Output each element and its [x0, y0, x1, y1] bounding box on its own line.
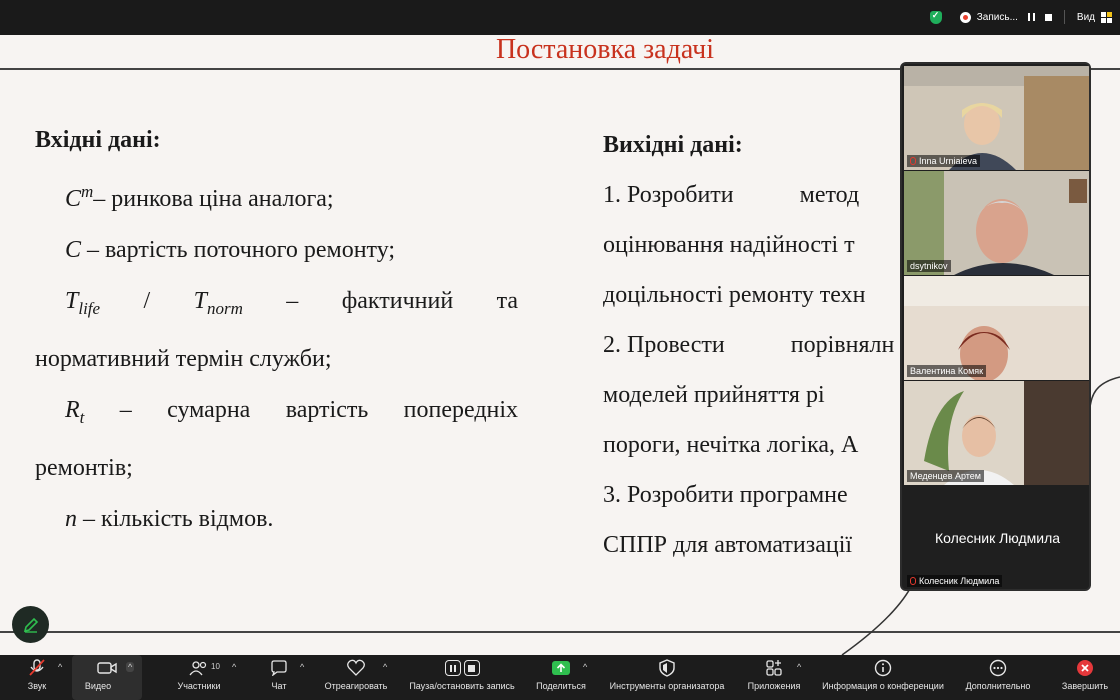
output-data-heading: Вихідні дані:: [603, 132, 743, 158]
participant-name-label: Колесник Людмила: [907, 575, 1002, 587]
participant-name-label: Inna Urniaieva: [907, 155, 980, 167]
participant-display-name: Колесник Людмила: [934, 530, 1061, 546]
view-grid-icon[interactable]: [1101, 12, 1112, 23]
muted-mic-icon: [910, 157, 916, 165]
react-button[interactable]: Отреагировать: [318, 655, 394, 700]
info-icon: [874, 659, 892, 677]
video-options-chevron-icon[interactable]: ^: [128, 662, 133, 672]
output-line-7: 3. Розробити програмне: [603, 482, 848, 508]
more-button[interactable]: Дополнительно: [962, 655, 1034, 700]
share-screen-button[interactable]: Поделиться: [532, 655, 590, 700]
host-tools-button[interactable]: Инструменты организатора: [602, 655, 732, 700]
security-shield-icon[interactable]: [930, 11, 942, 24]
output-line-8: СППР для автоматизації: [603, 532, 853, 558]
participant-tile[interactable]: [904, 66, 1091, 170]
heart-icon: [346, 659, 366, 677]
participant-tile-active-speaker[interactable]: [904, 381, 1091, 485]
input-line-total-cost-cont: ремонтів;: [35, 454, 133, 481]
participants-count: 10: [211, 662, 220, 671]
pencil-icon: [22, 616, 40, 634]
shield-icon: [659, 659, 675, 677]
output-line-3: доцільності ремонту техн: [603, 282, 866, 308]
apps-button[interactable]: Приложения: [742, 655, 806, 700]
divider: [1064, 10, 1065, 24]
end-meeting-icon: [1076, 659, 1094, 677]
react-options-chevron-icon[interactable]: ^: [383, 662, 388, 672]
apps-options-chevron-icon[interactable]: ^: [797, 662, 802, 672]
video-gallery[interactable]: [900, 62, 1091, 591]
output-line-5: моделей прийняття рі: [603, 382, 825, 408]
chat-icon: [270, 660, 288, 676]
top-bar-right: [930, 10, 1112, 24]
pause-recording-icon[interactable]: [1028, 13, 1035, 21]
output-line-6: пороги, нечітка логіка, А: [603, 432, 859, 458]
input-line-total-cost: $R_t$ – сумарна вартість попередніх: [65, 396, 519, 427]
more-icon: [989, 659, 1007, 677]
input-data-column: [35, 115, 518, 545]
pause-icon: [445, 660, 461, 676]
participant-tile[interactable]: [904, 276, 1091, 380]
participant-tile[interactable]: [904, 171, 1091, 275]
video-button[interactable]: Видео: [72, 655, 142, 700]
stop-icon: [464, 660, 480, 676]
output-line-1: 1. Розробити метод: [603, 182, 860, 208]
participants-options-chevron-icon[interactable]: ^: [232, 662, 237, 672]
chat-options-chevron-icon[interactable]: ^: [300, 662, 305, 672]
audio-options-chevron-icon[interactable]: ^: [58, 662, 63, 672]
participant-tile[interactable]: [904, 486, 1091, 590]
participants-button[interactable]: Участники: [170, 655, 228, 700]
participant-name-label: Меденцев Артем: [907, 470, 984, 482]
annotate-pencil-button[interactable]: [12, 606, 49, 643]
pause-stop-recording-button[interactable]: Пауза/остановить запись: [402, 655, 522, 700]
participants-icon: [189, 660, 209, 676]
meeting-toolbar: [0, 655, 1120, 700]
input-data-heading: Вхідні дані:: [35, 127, 161, 153]
participant-name-label: dsytnikov: [907, 260, 951, 272]
input-line-repair-cost: C – вартість поточного ремонту;: [65, 237, 396, 263]
output-line-2: оцінювання надійності т: [603, 232, 855, 258]
stop-recording-icon[interactable]: [1045, 14, 1052, 21]
end-meeting-button[interactable]: Завершить: [1058, 655, 1112, 700]
audio-button[interactable]: Звук: [18, 655, 56, 700]
input-line-market-price: $C^m-$ ринкова ціна аналога;: [65, 182, 334, 212]
chat-button[interactable]: Чат: [262, 655, 296, 700]
slide-title: Постановка задачі: [495, 35, 715, 65]
input-line-failures: n – кількість відмов.: [65, 505, 274, 532]
muted-mic-icon: [910, 577, 916, 585]
apps-icon: [765, 659, 783, 677]
mic-muted-icon: [28, 658, 46, 678]
share-screen-icon: [551, 660, 571, 676]
input-line-service-life: $T_{life} / T_{norm}$ – фактичний та: [65, 288, 519, 318]
meeting-info-button[interactable]: Информация о конференции: [816, 655, 950, 700]
recording-icon: [960, 12, 971, 23]
participant-name-label: Валентина Комяк: [907, 365, 986, 377]
output-line-4: 2. Провести порівнялн: [603, 332, 895, 358]
view-button[interactable]: Вид: [1076, 11, 1095, 23]
input-line-service-life-cont: нормативний термін служби;: [35, 345, 332, 372]
share-options-chevron-icon[interactable]: ^: [583, 662, 588, 672]
camera-icon: [96, 660, 118, 676]
recording-label: Запись...: [976, 11, 1018, 23]
top-bar: [0, 0, 1120, 35]
